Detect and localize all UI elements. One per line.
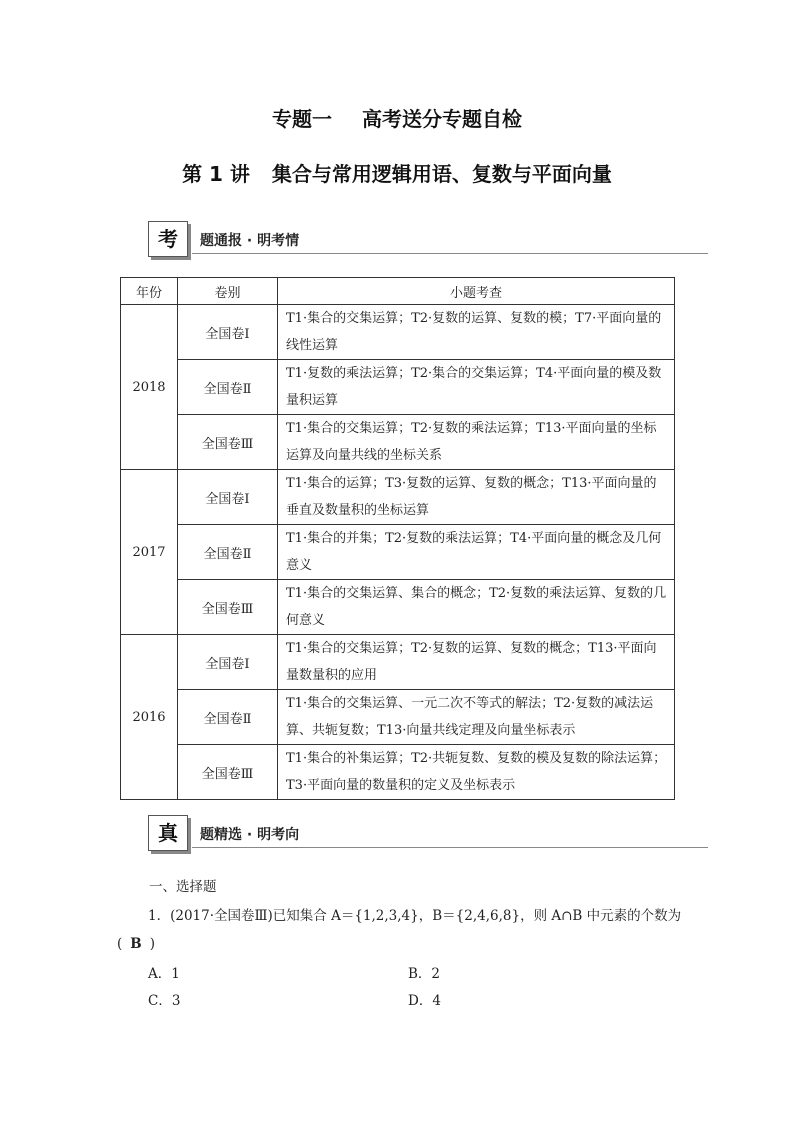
question-type-label: 一、选择题: [149, 879, 217, 895]
paper-cell: 全国卷Ⅱ: [178, 525, 278, 580]
items-cell: T1·集合的交集运算、集合的概念；T2·复数的乘法运算、复数的几何意义: [278, 580, 675, 635]
table-header-row: [121, 278, 675, 305]
header-paper: 卷别: [178, 278, 278, 305]
bracket-open: (: [117, 936, 123, 952]
items-cell: T1·集合的运算；T3·复数的运算、复数的概念；T13·平面向量的垂直及数量积的坐标运算: [278, 470, 675, 525]
table-row: [121, 470, 675, 525]
items-cell: T1·集合的补集运算；T2·共轭复数、复数的模及复数的除法运算；T3·平面向量的数量积的定义及坐标表示: [278, 745, 675, 800]
items-cell: T1·复数的乘法运算；T2·集合的交集运算；T4·平面向量的模及数量积运算: [278, 360, 675, 415]
table-row: [121, 635, 675, 690]
option-a: A．1: [148, 966, 180, 982]
topic-name: 高考送分专题自检: [362, 107, 522, 131]
header-items: 小题考查: [278, 278, 675, 305]
paper-cell: 全国卷Ⅲ: [178, 580, 278, 635]
header-year: 年份: [121, 278, 178, 305]
topic-title: [0, 103, 794, 132]
section-label: 题通报 · 明考情: [200, 233, 300, 249]
paper-cell: 全国卷Ⅰ: [178, 305, 278, 360]
lecture-name: 集合与常用逻辑用语、复数与平面向量: [271, 162, 612, 186]
paper-cell: 全国卷Ⅱ: [178, 360, 278, 415]
items-cell: T1·集合的交集运算；T2·复数的运算、复数的模；T7·平面向量的线性运算: [278, 305, 675, 360]
lecture-number: 第 1 讲: [182, 162, 250, 186]
table-row: [121, 525, 675, 580]
exam-table: [120, 277, 675, 800]
table-row: [121, 580, 675, 635]
option-b: B．2: [408, 966, 441, 982]
items-cell: T1·集合的交集运算、一元二次不等式的解法；T2·复数的减法运算、共轭复数；T13·向量共线定理及向量坐标表示: [278, 690, 675, 745]
section-exam-overview: [148, 221, 708, 261]
paper-cell: 全国卷Ⅲ: [178, 415, 278, 470]
paper-cell: 全国卷Ⅱ: [178, 690, 278, 745]
section-rule: [192, 847, 708, 848]
section-label: 题精选 · 明考向: [200, 827, 300, 843]
items-cell: T1·集合的交集运算；T2·复数的乘法运算；T13·平面向量的坐标运算及向量共线的坐标关系: [278, 415, 675, 470]
section-rule: [192, 253, 708, 254]
answer-bracket: [117, 936, 155, 952]
year-cell: 2017: [121, 470, 178, 635]
paper-cell: 全国卷Ⅰ: [178, 470, 278, 525]
section-badge: 考: [148, 221, 188, 257]
lecture-title: [0, 158, 794, 187]
bracket-close: ): [149, 936, 155, 952]
question-stem: 1．(2017·全国卷Ⅲ)已知集合 A＝{1,2,3,4}，B＝{2,4,6,8}，则 A∩B 中元素的个数为: [148, 908, 682, 924]
table-row: [121, 360, 675, 415]
table-row: [121, 305, 675, 360]
section-selected-questions: [148, 815, 708, 855]
items-cell: T1·集合的交集运算；T2·复数的运算、复数的概念；T13·平面向量数量积的应用: [278, 635, 675, 690]
option-d: D．4: [408, 993, 441, 1009]
year-cell: 2016: [121, 635, 178, 800]
paper-cell: 全国卷Ⅰ: [178, 635, 278, 690]
table-row: [121, 415, 675, 470]
section-badge: 真: [148, 815, 188, 851]
year-cell: 2018: [121, 305, 178, 470]
table-row: [121, 690, 675, 745]
table-row: [121, 745, 675, 800]
answer-value: B: [130, 936, 142, 952]
option-c: C．3: [148, 993, 181, 1009]
paper-cell: 全国卷Ⅲ: [178, 745, 278, 800]
topic-number: 专题一: [272, 107, 332, 131]
items-cell: T1·集合的并集；T2·复数的乘法运算；T4·平面向量的概念及几何意义: [278, 525, 675, 580]
